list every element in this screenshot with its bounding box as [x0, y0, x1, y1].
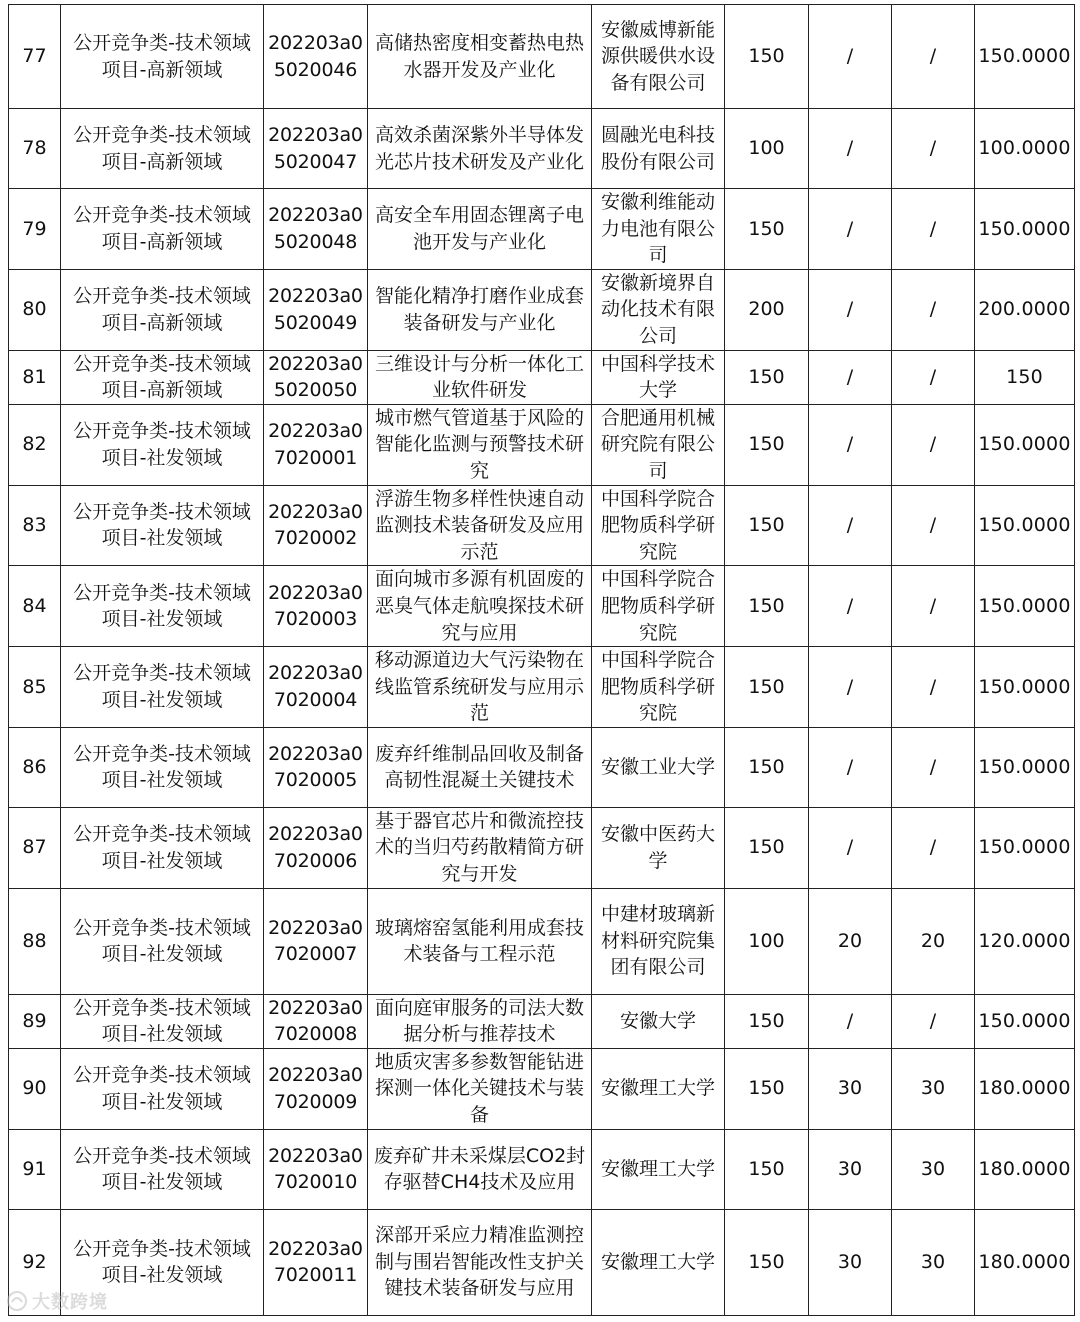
undertaking-unit: 中国科学院合肥物质科学研究院	[592, 485, 725, 566]
funding-amount-2: /	[809, 566, 892, 647]
project-code: 202203a07020005	[264, 727, 368, 807]
funding-amount-2: /	[809, 807, 892, 888]
table-row	[9, 5, 1075, 109]
project-category: 公开竞争类-技术领域项目-社发领域	[61, 647, 264, 728]
undertaking-unit: 中国科学院合肥物质科学研究院	[592, 566, 725, 647]
project-category: 公开竞争类-技术领域项目-社发领域	[61, 1129, 264, 1209]
row-number: 82	[9, 404, 61, 485]
table-row	[9, 1129, 1075, 1209]
table-row	[9, 485, 1075, 566]
funding-amount-1: 150	[725, 994, 809, 1048]
row-number: 86	[9, 727, 61, 807]
funding-amount-3: 30	[892, 1048, 975, 1129]
project-name: 地质灾害多参数智能钻进探测一体化关键技术与装备	[368, 1048, 592, 1129]
project-name: 浮游生物多样性快速自动监测技术装备研发及应用示范	[368, 485, 592, 566]
undertaking-unit: 安徽工业大学	[592, 727, 725, 807]
undertaking-unit: 合肥通用机械研究院有限公司	[592, 404, 725, 485]
project-code: 202203a07020002	[264, 485, 368, 566]
project-name: 面向庭审服务的司法大数据分析与推荐技术	[368, 994, 592, 1048]
funding-amount-3: /	[892, 727, 975, 807]
funding-amount-3: /	[892, 5, 975, 109]
project-name: 废弃矿井未采煤层CO2封存驱替CH4技术及应用	[368, 1129, 592, 1209]
row-number: 78	[9, 109, 61, 189]
project-code: 202203a05020050	[264, 350, 368, 404]
funding-amount-3: /	[892, 404, 975, 485]
funding-total: 150.0000	[975, 189, 1075, 270]
table-row	[9, 404, 1075, 485]
funding-amount-3: 30	[892, 1129, 975, 1209]
funding-amount-3: /	[892, 647, 975, 728]
funding-amount-1: 150	[725, 647, 809, 728]
project-funding-table	[8, 4, 1075, 1316]
project-name: 高储热密度相变蓄热电热水器开发及产业化	[368, 5, 592, 109]
project-category: 公开竞争类-技术领域项目-高新领域	[61, 5, 264, 109]
undertaking-unit: 安徽新境界自动化技术有限公司	[592, 269, 725, 350]
project-code: 202203a07020009	[264, 1048, 368, 1129]
project-code: 202203a07020003	[264, 566, 368, 647]
funding-total: 150.0000	[975, 5, 1075, 109]
table-row	[9, 1209, 1075, 1315]
funding-amount-1: 100	[725, 109, 809, 189]
funding-amount-2: /	[809, 350, 892, 404]
funding-amount-2: /	[809, 485, 892, 566]
funding-amount-1: 150	[725, 807, 809, 888]
project-code: 202203a07020004	[264, 647, 368, 728]
funding-amount-3: /	[892, 350, 975, 404]
project-name: 深部开采应力精准监测控制与围岩智能改性支护关键技术装备研发与应用	[368, 1209, 592, 1315]
funding-amount-2: /	[809, 189, 892, 270]
funding-total: 150.0000	[975, 404, 1075, 485]
funding-amount-3: 30	[892, 1209, 975, 1315]
table-row	[9, 727, 1075, 807]
row-number: 85	[9, 647, 61, 728]
funding-amount-3: /	[892, 485, 975, 566]
project-code: 202203a07020001	[264, 404, 368, 485]
project-code: 202203a05020048	[264, 189, 368, 270]
funding-total: 180.0000	[975, 1048, 1075, 1129]
funding-amount-2: /	[809, 727, 892, 807]
table-row	[9, 807, 1075, 888]
project-name: 高安全车用固态锂离子电池开发与产业化	[368, 189, 592, 270]
project-name: 面向城市多源有机固废的恶臭气体走航嗅探技术研究与应用	[368, 566, 592, 647]
row-number: 83	[9, 485, 61, 566]
funding-amount-1: 150	[725, 1209, 809, 1315]
table-row	[9, 566, 1075, 647]
funding-amount-2: 30	[809, 1048, 892, 1129]
funding-amount-3: /	[892, 994, 975, 1048]
funding-amount-3: /	[892, 269, 975, 350]
project-category: 公开竞争类-技术领域项目-社发领域	[61, 566, 264, 647]
project-name: 基于器官芯片和微流控技术的当归芍药散精简方研究与开发	[368, 807, 592, 888]
project-code: 202203a05020047	[264, 109, 368, 189]
project-category: 公开竞争类-技术领域项目-高新领域	[61, 109, 264, 189]
funding-amount-3: /	[892, 566, 975, 647]
table-row	[9, 888, 1075, 994]
project-name: 高效杀菌深紫外半导体发光芯片技术研发及产业化	[368, 109, 592, 189]
funding-amount-2: /	[809, 5, 892, 109]
project-category: 公开竞争类-技术领域项目-社发领域	[61, 888, 264, 994]
project-name: 玻璃熔窑氢能利用成套技术装备与工程示范	[368, 888, 592, 994]
funding-amount-2: 20	[809, 888, 892, 994]
project-code: 202203a07020008	[264, 994, 368, 1048]
funding-amount-1: 150	[725, 1048, 809, 1129]
undertaking-unit: 中建材玻璃新材料研究院集团有限公司	[592, 888, 725, 994]
funding-amount-1: 150	[725, 727, 809, 807]
undertaking-unit: 中国科学院合肥物质科学研究院	[592, 647, 725, 728]
funding-amount-2: /	[809, 994, 892, 1048]
project-code: 202203a07020007	[264, 888, 368, 994]
funding-amount-1: 150	[725, 1129, 809, 1209]
undertaking-unit: 安徽大学	[592, 994, 725, 1048]
row-number: 87	[9, 807, 61, 888]
project-name: 城市燃气管道基于风险的智能化监测与预警技术研究	[368, 404, 592, 485]
funding-total: 120.0000	[975, 888, 1075, 994]
undertaking-unit: 圆融光电科技股份有限公司	[592, 109, 725, 189]
funding-total: 150.0000	[975, 485, 1075, 566]
watermark-text: 大数跨境	[32, 1292, 108, 1313]
funding-amount-2: /	[809, 109, 892, 189]
project-category: 公开竞争类-技术领域项目-社发领域	[61, 485, 264, 566]
funding-amount-3: 20	[892, 888, 975, 994]
row-number: 80	[9, 269, 61, 350]
funding-total: 150.0000	[975, 994, 1075, 1048]
table-row	[9, 994, 1075, 1048]
funding-amount-1: 150	[725, 566, 809, 647]
row-number: 81	[9, 350, 61, 404]
project-code: 202203a07020006	[264, 807, 368, 888]
row-number: 89	[9, 994, 61, 1048]
undertaking-unit: 安徽威博新能源供暖供水设备有限公司	[592, 5, 725, 109]
funding-total: 150.0000	[975, 807, 1075, 888]
undertaking-unit: 安徽理工大学	[592, 1048, 725, 1129]
project-code: 202203a07020010	[264, 1129, 368, 1209]
table-row	[9, 350, 1075, 404]
funding-total: 200.0000	[975, 269, 1075, 350]
table-row	[9, 189, 1075, 270]
funding-amount-2: 30	[809, 1129, 892, 1209]
table-row	[9, 1048, 1075, 1129]
project-category: 公开竞争类-技术领域项目-社发领域	[61, 404, 264, 485]
funding-total: 150.0000	[975, 647, 1075, 728]
project-code: 202203a05020046	[264, 5, 368, 109]
project-code: 202203a07020011	[264, 1209, 368, 1315]
funding-amount-1: 150	[725, 485, 809, 566]
row-number: 88	[9, 888, 61, 994]
undertaking-unit: 安徽理工大学	[592, 1209, 725, 1315]
project-name: 智能化精净打磨作业成套装备研发与产业化	[368, 269, 592, 350]
funding-total: 180.0000	[975, 1129, 1075, 1209]
project-category: 公开竞争类-技术领域项目-高新领域	[61, 189, 264, 270]
project-category: 公开竞争类-技术领域项目-社发领域	[61, 994, 264, 1048]
funding-amount-2: 30	[809, 1209, 892, 1315]
project-category: 公开竞争类-技术领域项目-社发领域	[61, 807, 264, 888]
row-number: 90	[9, 1048, 61, 1129]
funding-amount-1: 100	[725, 888, 809, 994]
row-number: 79	[9, 189, 61, 270]
funding-amount-1: 150	[725, 189, 809, 270]
project-category: 公开竞争类-技术领域项目-社发领域	[61, 1209, 264, 1315]
project-category: 公开竞争类-技术领域项目-高新领域	[61, 269, 264, 350]
funding-amount-3: /	[892, 807, 975, 888]
row-number: 84	[9, 566, 61, 647]
funding-amount-2: /	[809, 404, 892, 485]
project-name: 废弃纤维制品回收及制备高韧性混凝土关键技术	[368, 727, 592, 807]
undertaking-unit: 安徽利维能动力电池有限公司	[592, 189, 725, 270]
project-category: 公开竞争类-技术领域项目-高新领域	[61, 350, 264, 404]
funding-amount-1: 150	[725, 5, 809, 109]
row-number: 77	[9, 5, 61, 109]
table-row	[9, 269, 1075, 350]
funding-amount-1: 150	[725, 404, 809, 485]
table-body	[9, 5, 1075, 1316]
project-category: 公开竞争类-技术领域项目-社发领域	[61, 1048, 264, 1129]
undertaking-unit: 安徽中医药大学	[592, 807, 725, 888]
funding-total: 180.0000	[975, 1209, 1075, 1315]
funding-amount-3: /	[892, 189, 975, 270]
project-code: 202203a05020049	[264, 269, 368, 350]
table-row	[9, 647, 1075, 728]
undertaking-unit: 中国科学技术大学	[592, 350, 725, 404]
funding-total: 150.0000	[975, 566, 1075, 647]
funding-total: 100.0000	[975, 109, 1075, 189]
funding-amount-2: /	[809, 269, 892, 350]
table-row	[9, 109, 1075, 189]
funding-total: 150.0000	[975, 727, 1075, 807]
funding-amount-2: /	[809, 647, 892, 728]
funding-amount-3: /	[892, 109, 975, 189]
watermark	[6, 1288, 108, 1314]
project-category: 公开竞争类-技术领域项目-社发领域	[61, 727, 264, 807]
undertaking-unit: 安徽理工大学	[592, 1129, 725, 1209]
watermark-logo-icon	[6, 1290, 28, 1312]
funding-amount-1: 200	[725, 269, 809, 350]
project-name: 移动源道边大气污染物在线监管系统研发与应用示范	[368, 647, 592, 728]
funding-amount-1: 150	[725, 350, 809, 404]
row-number: 92	[9, 1209, 61, 1315]
row-number: 91	[9, 1129, 61, 1209]
funding-total: 150	[975, 350, 1075, 404]
project-name: 三维设计与分析一体化工业软件研发	[368, 350, 592, 404]
